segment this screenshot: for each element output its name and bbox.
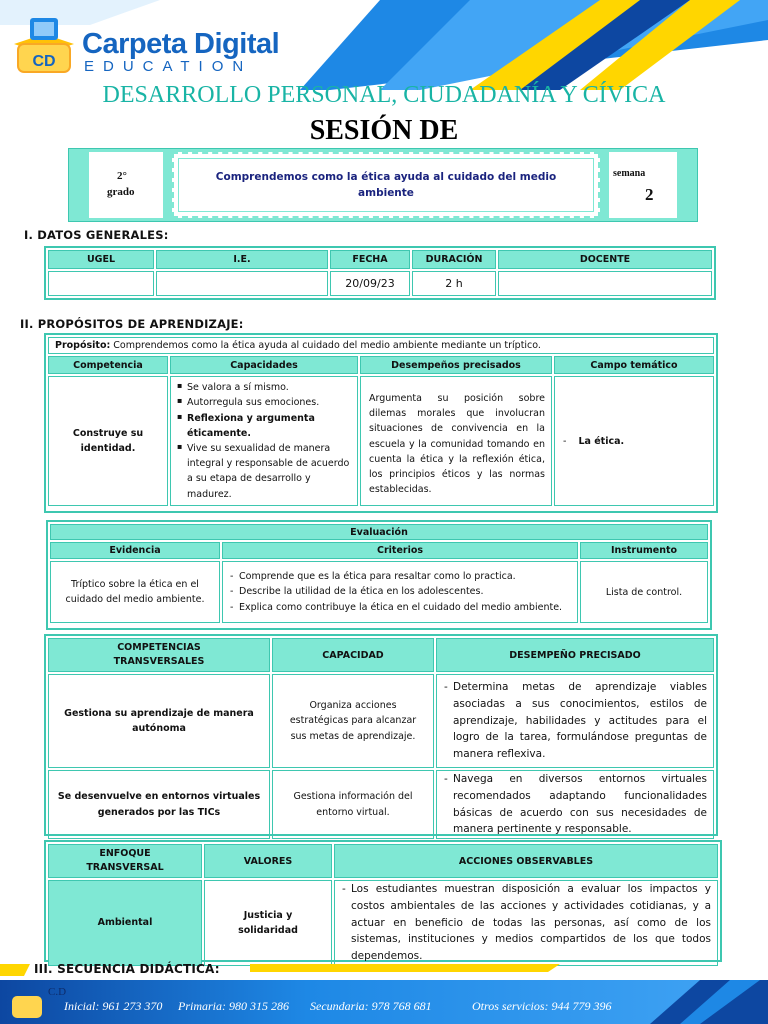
header-ie: I.E. (156, 250, 328, 269)
campo-value: La ética. (578, 435, 625, 447)
value-duracion: 2 h (412, 271, 496, 296)
footer-inicial: Inicial: 961 273 370 (64, 999, 163, 1013)
header-docente: DOCENTE (498, 250, 712, 269)
header-desempeno-precisado: DESEMPEÑO PRECISADO (436, 638, 714, 672)
header-fecha: FECHA (330, 250, 410, 269)
grade-label: grado (107, 186, 135, 198)
section-3-bar (0, 960, 768, 980)
header-valores: VALORES (204, 844, 332, 878)
value-docente (498, 271, 712, 296)
topic-box (172, 152, 600, 218)
transversal-capacidad: Organiza acciones estratégicas para alcanzar sus metas de aprendizaje. (272, 674, 434, 768)
brand-name: Carpeta Digital (82, 28, 280, 60)
transversal-desempeno: - Determina metas de aprendizaje viables asociadas a sus conocimientos, estilos de aprendizaje, habilidades y actitudes para el logro de la tarea, formulándose preguntas de manera reflexiva. (443, 679, 707, 763)
grade-number: 2° (117, 170, 127, 182)
evidencia-value: Tríptico sobre la ética en el cuidado del medio ambiente. (50, 561, 220, 623)
session-title: SESIÓN DE (309, 115, 459, 146)
capacidad-item: ▪ Reflexiona y argumenta éticamente. (177, 411, 351, 441)
instrumento-value: Lista de control. (580, 561, 708, 623)
brand-logo-icon (10, 14, 78, 78)
footer-secundaria: Secundaria: 978 768 681 (310, 999, 432, 1013)
footer-logo-text: C.D (48, 986, 67, 998)
transversal-desempeno-list (443, 679, 707, 763)
footer-otros: Otros servicios: 944 779 396 (472, 999, 612, 1013)
acciones-cell (334, 880, 718, 966)
week-box (609, 152, 677, 218)
header-banner (0, 0, 768, 90)
area-title: DESARROLLO PERSONAL, CIUDADANÍA Y CÍVICA (102, 82, 666, 108)
capacidades-list (177, 380, 351, 502)
header-capacidades: Capacidades (170, 356, 358, 374)
header-enfoque: ENFOQUE TRANSVERSAL (48, 844, 202, 878)
capacidad-item: ▪ Se valora a sí mismo. (177, 380, 351, 395)
desempeno-value: Argumenta su posición sobre dilemas morales que involucran situaciones de convivencia en la escuela y la comunidad tomando en cuenta la ética y la reflexión ética, los principios éticos y las normas establecidas. (360, 376, 552, 506)
header-instrumento: Instrumento (580, 542, 708, 559)
criterio-item: - Describe la utilidad de la ética en los adolescentes. (229, 584, 571, 599)
campo-cell: - La ética. (554, 376, 714, 506)
header-criterios: Criterios (222, 542, 578, 559)
header-evidencia: Evidencia (50, 542, 220, 559)
header-campo: Campo temático (554, 356, 714, 374)
footer (0, 980, 768, 1024)
transversal-capacidad: Gestiona información del entorno virtual. (272, 770, 434, 839)
brand-initials: CD (32, 53, 56, 70)
proposito-cell (48, 337, 714, 354)
transversal-desempeno-list (443, 771, 707, 838)
valores-value: Justicia y solidaridad (204, 880, 332, 966)
brand-sub: EDUCATION (84, 58, 253, 75)
section-2-title: II. PROPÓSITOS DE APRENDIZAJE: (20, 317, 244, 331)
competencia-value: Construye su identidad. (48, 376, 168, 506)
section-1-title: I. DATOS GENERALES: (24, 228, 169, 242)
header-competencia: Competencia (48, 356, 168, 374)
proposito-text: Comprendemos como la ética ayuda al cuidado del medio ambiente mediante un tríptico. (110, 340, 541, 351)
transversal-desempeno-cell (436, 674, 714, 768)
transversal-desempeno: - Navega en diversos entornos virtuales recomendados adaptando funcionalidades básicas de acuerdo con sus necesidades de manera pertinente y responsable. (443, 771, 707, 838)
capacidad-item: ▪ Vive su sexualidad de manera integral y responsable de acuerdo a su etapa de desarrollo y madurez. (177, 441, 351, 502)
criterio-item: - Explica como contribuye la ética en el cuidado del medio ambiente. (229, 600, 571, 615)
capacidades-cell (170, 376, 358, 506)
datos-table (46, 248, 714, 298)
transversal-competencia: Gestiona su aprendizaje de manera autónoma (48, 674, 270, 768)
transversal-competencia: Se desenvuelve en entornos virtuales generados por las TICs (48, 770, 270, 839)
transversal-desempeno-cell (436, 770, 714, 839)
header-competencias-transversales: COMPETENCIAS TRANSVERSALES (48, 638, 270, 672)
enfoque-table (46, 842, 720, 968)
transversales-table (46, 636, 716, 841)
grade-box (89, 152, 163, 218)
header-desempenos: Desempeños precisados (360, 356, 552, 374)
acciones-value: - Los estudiantes muestran disposición a evaluar los impactos y costos ambientales de las acciones y actividades cotidianas, y a actuar en beneficio de todas las personas, así como de los sistemas, instituciones y medios compartidos de los que todos dependemos. (341, 881, 711, 965)
week-number: 2 (645, 185, 654, 204)
header-ugel: UGEL (48, 250, 154, 269)
value-ie (156, 271, 328, 296)
section-3-title: III. SECUENCIA DIDÁCTICA: (34, 962, 220, 976)
footer-logo-icon (12, 996, 42, 1018)
evaluacion-table (48, 522, 710, 625)
session-box (68, 148, 698, 222)
header-acciones: ACCIONES OBSERVABLES (334, 844, 718, 878)
criterios-cell (222, 561, 578, 623)
proposito-label: Propósito: (55, 340, 111, 351)
value-ugel (48, 271, 154, 296)
capacidad-item: ▪ Autorregula sus emociones. (177, 395, 351, 410)
week-label: semana (613, 168, 646, 179)
propositos-table (46, 335, 716, 508)
criterio-item: - Comprende que es la ética para resaltar como lo practica. (229, 569, 571, 584)
value-fecha: 20/09/23 (330, 271, 410, 296)
footer-primaria: Primaria: 980 315 286 (178, 999, 289, 1013)
evaluacion-title: Evaluación (50, 524, 708, 540)
enfoque-value: Ambiental (48, 880, 202, 966)
criterios-list (229, 569, 571, 615)
acciones-list (341, 881, 711, 965)
header-capacidad: CAPACIDAD (272, 638, 434, 672)
header-duracion: DURACIÓN (412, 250, 496, 269)
session-topic: Comprendemos como la ética ayuda al cuidado del medio ambiente (178, 158, 594, 212)
